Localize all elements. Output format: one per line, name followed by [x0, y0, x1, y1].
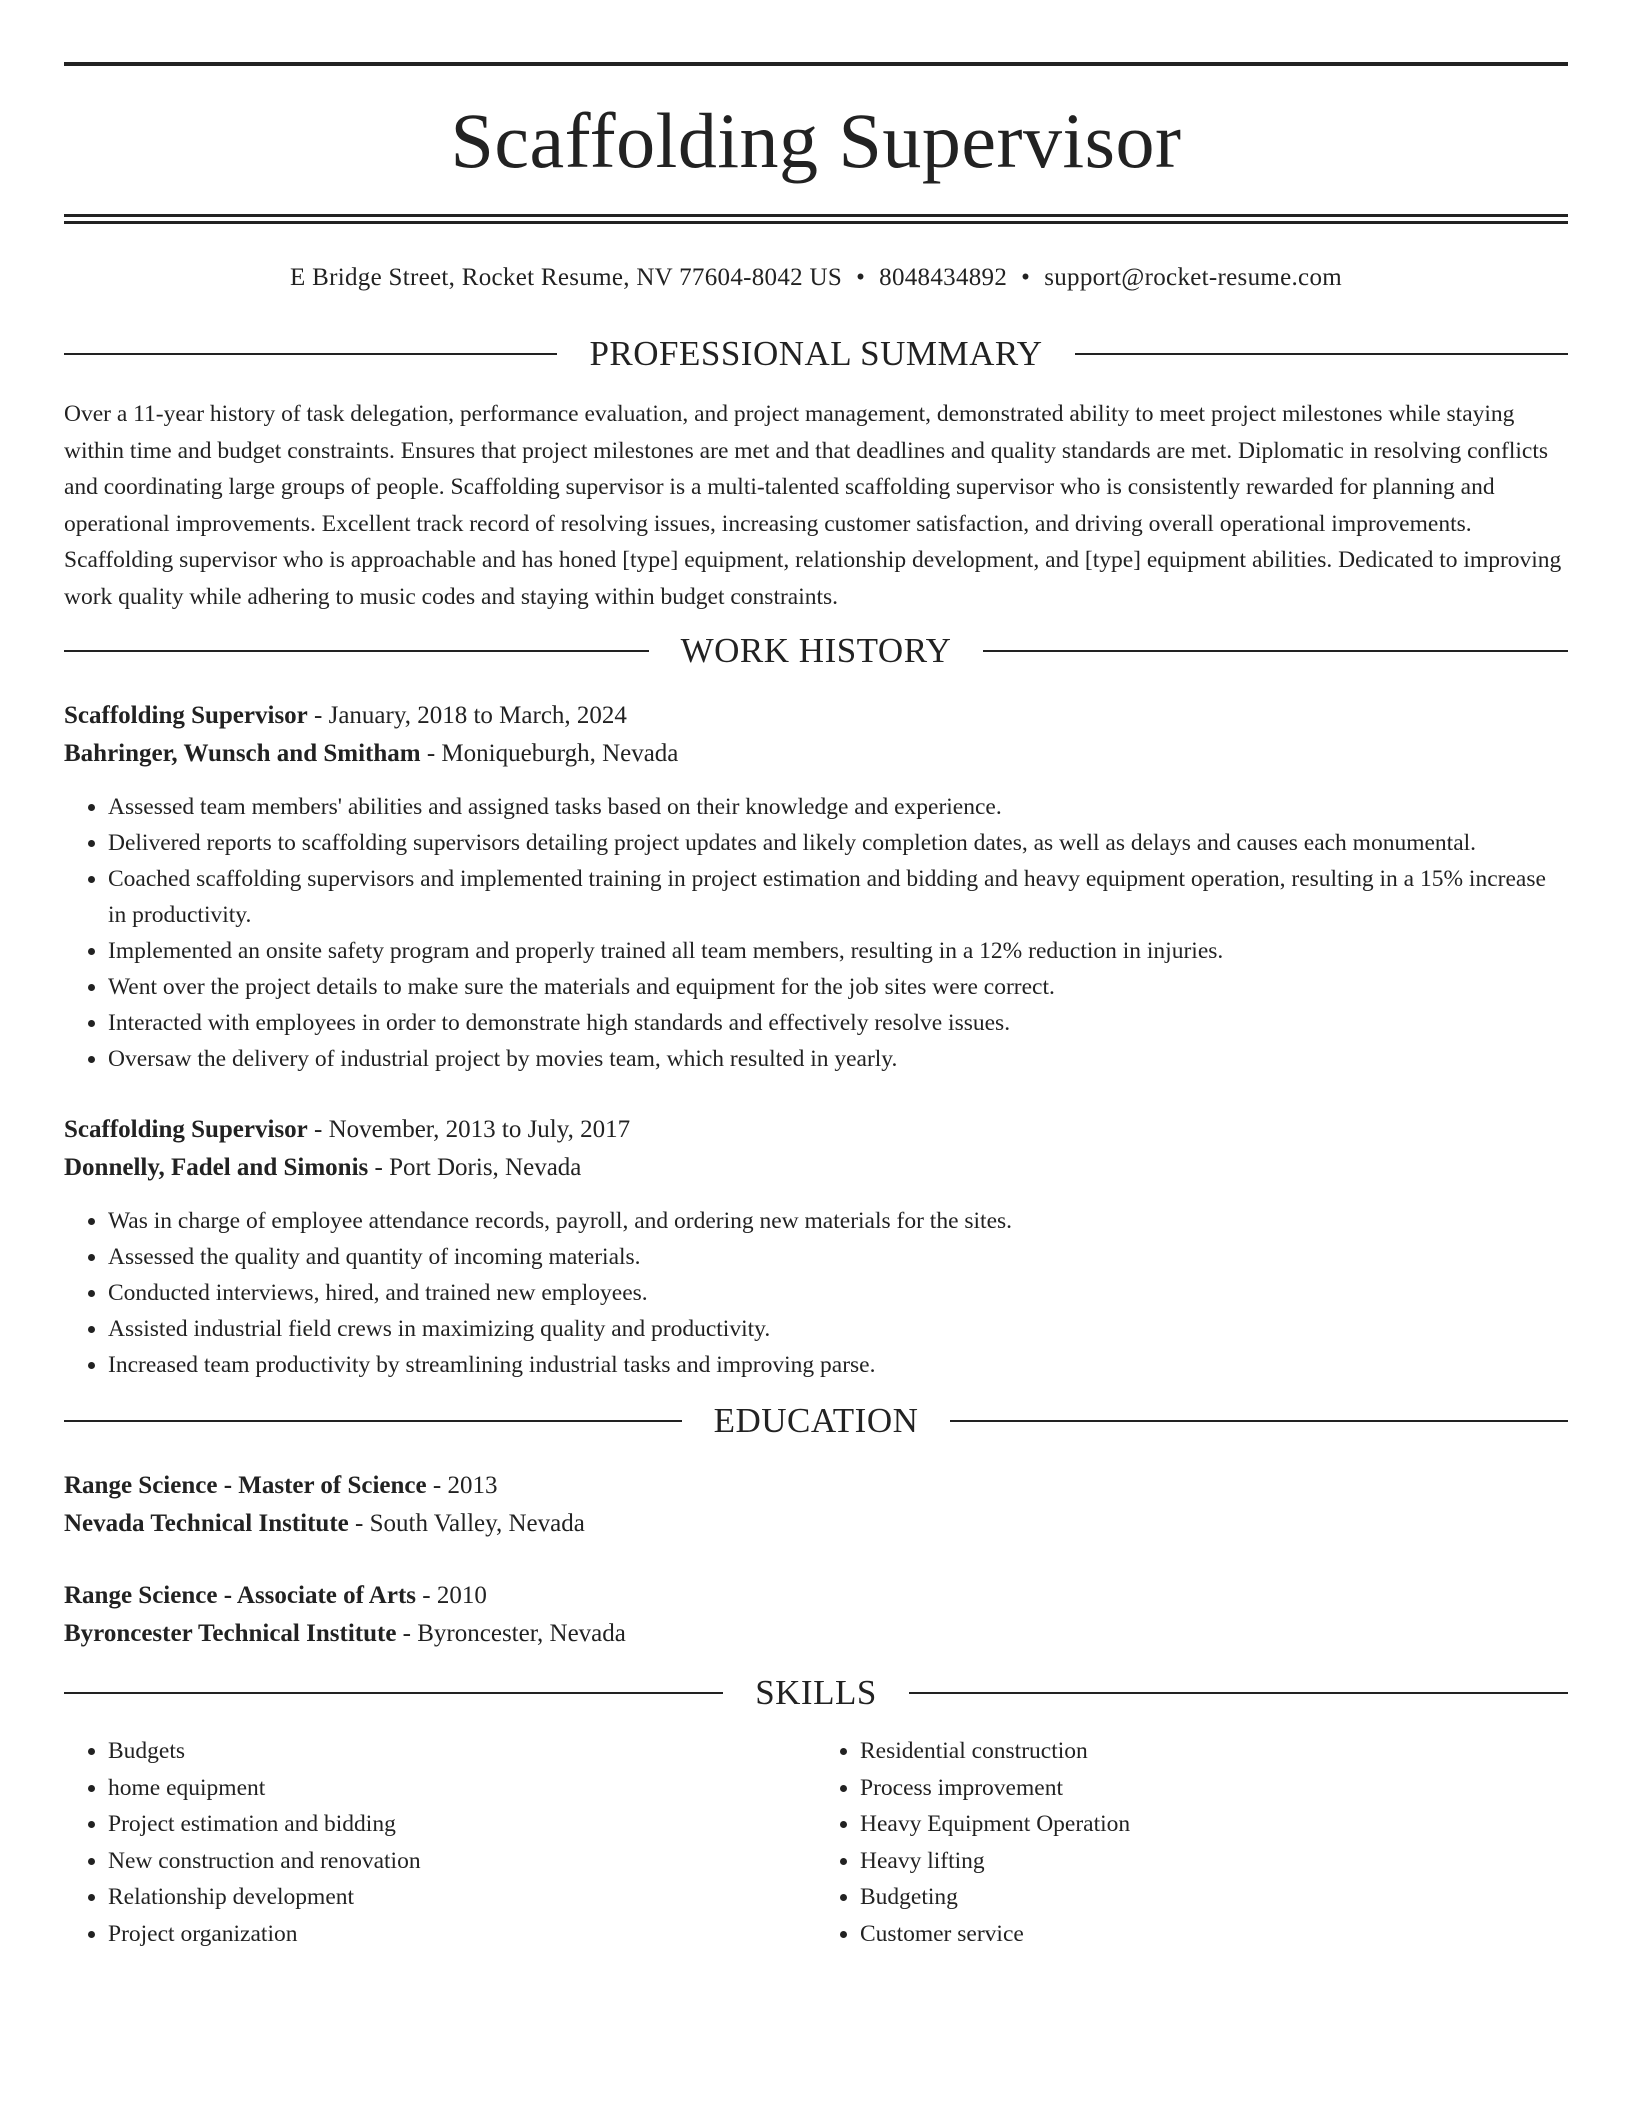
divider-line [1075, 353, 1568, 355]
top-rule [64, 62, 1568, 66]
education-degree: Range Science - Master of Science [64, 1472, 427, 1499]
list-item: • Conducted interviews, hired, and trained new employees. [108, 1275, 1568, 1311]
list-item: • home equipment [108, 1770, 816, 1807]
skills-column-left [64, 1733, 816, 1952]
section-header-skills [64, 1673, 1568, 1713]
education-school: Byroncester Technical Institute [64, 1620, 397, 1647]
contact-line [64, 262, 1568, 294]
candidate-name: Scaffolding Supervisor [450, 97, 1182, 184]
section-title: SKILLS [755, 1673, 877, 1712]
education-location: - South Valley, Nevada [348, 1510, 585, 1537]
list-item: • Budgeting [860, 1879, 1568, 1916]
list-item: • New construction and renovation [108, 1843, 816, 1880]
double-rule [64, 214, 1568, 224]
job-bullets [64, 789, 1568, 1077]
list-item: • Oversaw the delivery of industrial project by movies team, which resulted in yearly. [108, 1041, 1568, 1077]
education-school-line [64, 1615, 1568, 1653]
job-company: Donnelly, Fadel and Simonis [64, 1154, 369, 1181]
education-degree-line [64, 1467, 1568, 1505]
job-company-line [64, 735, 1568, 773]
list-item: • Budgets [108, 1733, 816, 1770]
job-location: - Moniqueburgh, Nevada [420, 740, 679, 767]
education-year: - 2010 [416, 1582, 487, 1609]
list-item: • Heavy Equipment Operation [860, 1806, 1568, 1843]
job-title: Scaffolding Supervisor [64, 1116, 308, 1143]
education-degree-line [64, 1577, 1568, 1615]
job-location: - Port Doris, Nevada [368, 1154, 582, 1181]
section-header-work-history [64, 631, 1568, 671]
section-title: PROFESSIONAL SUMMARY [589, 334, 1043, 373]
list-item: • Residential construction [860, 1733, 1568, 1770]
education-school-line [64, 1505, 1568, 1543]
job-title-line [64, 697, 1568, 735]
list-item: • Heavy lifting [860, 1843, 1568, 1880]
skills-list [64, 1733, 1568, 1952]
contact-phone: 8048434892 [879, 264, 1008, 291]
job-company: Bahringer, Wunsch and Smitham [64, 740, 421, 767]
list-item: • Relationship development [108, 1879, 816, 1916]
job-dates: - November, 2013 to July, 2017 [307, 1116, 631, 1143]
list-item: • Process improvement [860, 1770, 1568, 1807]
education-degree: Range Science - Associate of Arts [64, 1582, 417, 1609]
divider-line [64, 1692, 723, 1694]
education-year: - 2013 [426, 1472, 498, 1499]
list-item: • Went over the project details to make sure the materials and equipment for the job sites were correct. [108, 969, 1568, 1005]
section-title: EDUCATION [713, 1401, 919, 1440]
list-item: • Interacted with employees in order to demonstrate high standards and effectively resolve issues. [108, 1005, 1568, 1041]
education-school: Nevada Technical Institute [64, 1510, 349, 1537]
section-header-summary [64, 334, 1568, 374]
list-item: • Customer service [860, 1916, 1568, 1953]
list-item: • Assessed the quality and quantity of incoming materials. [108, 1239, 1568, 1275]
section-title: WORK HISTORY [680, 631, 952, 670]
section-header-education [64, 1401, 1568, 1441]
education-entry [64, 1467, 1568, 1543]
job-bullets [64, 1203, 1568, 1383]
list-item: • Coached scaffolding supervisors and implemented training in project estimation and bidding and heavy equipment operation, resulting in a 15% increase in productivity. [108, 861, 1568, 933]
job-entry [64, 1111, 1568, 1383]
list-item: • Was in charge of employee attendance records, payroll, and ordering new materials for the sites. [108, 1203, 1568, 1239]
list-item: • Implemented an onsite safety program and properly trained all team members, resulting in a 12% reduction in injuries. [108, 933, 1568, 969]
education-entry [64, 1577, 1568, 1653]
contact-separator: • [856, 264, 866, 291]
job-company-line [64, 1149, 1568, 1187]
skills-column-right [816, 1733, 1568, 1952]
job-title: Scaffolding Supervisor [64, 702, 308, 729]
divider-line [909, 1692, 1568, 1694]
contact-address: E Bridge Street, Rocket Resume, NV 77604-8042 US [290, 264, 843, 291]
list-item: • Assisted industrial field crews in maximizing quality and productivity. [108, 1311, 1568, 1347]
list-item: • Increased team productivity by streamlining industrial tasks and improving parse. [108, 1347, 1568, 1383]
list-item: • Delivered reports to scaffolding supervisors detailing project updates and likely completion dates, as well as delays and causes each monumental. [108, 825, 1568, 861]
education-location: - Byroncester, Nevada [396, 1620, 626, 1647]
job-title-line [64, 1111, 1568, 1149]
summary-text: Over a 11-year history of task delegation, performance evaluation, and project management, demonstrated ability to meet project milestones while staying within time and budget constraints. Ensures that project milestones are met and that deadlines and quality standards are met. Diplomatic in resolving conflicts and coordinating large groups of people. Scaffolding supervisor is a multi-talented scaffolding supervisor who is consistently rewarded for planning and operational improvements. Excellent track record of resolving issues, increasing customer satisfaction, and driving overall operational improvements. Scaffolding supervisor who is approachable and has honed [type] equipment, relationship development, and [type] equipment abilities. Dedicated to improving work quality while adhering to music codes and staying within budget constraints. [64, 401, 1562, 610]
list-item: • Project organization [108, 1916, 816, 1953]
divider-line [64, 1420, 682, 1422]
divider-line [950, 1420, 1568, 1422]
divider-line [64, 650, 649, 652]
list-item: • Assessed team members' abilities and assigned tasks based on their knowledge and experience. [108, 789, 1568, 825]
divider-line [64, 353, 557, 355]
job-entry [64, 697, 1568, 1077]
divider-line [983, 650, 1568, 652]
contact-separator: • [1021, 264, 1031, 291]
job-dates: - January, 2018 to March, 2024 [307, 702, 627, 729]
contact-email: support@rocket-resume.com [1044, 264, 1342, 291]
list-item: • Project estimation and bidding [108, 1806, 816, 1843]
